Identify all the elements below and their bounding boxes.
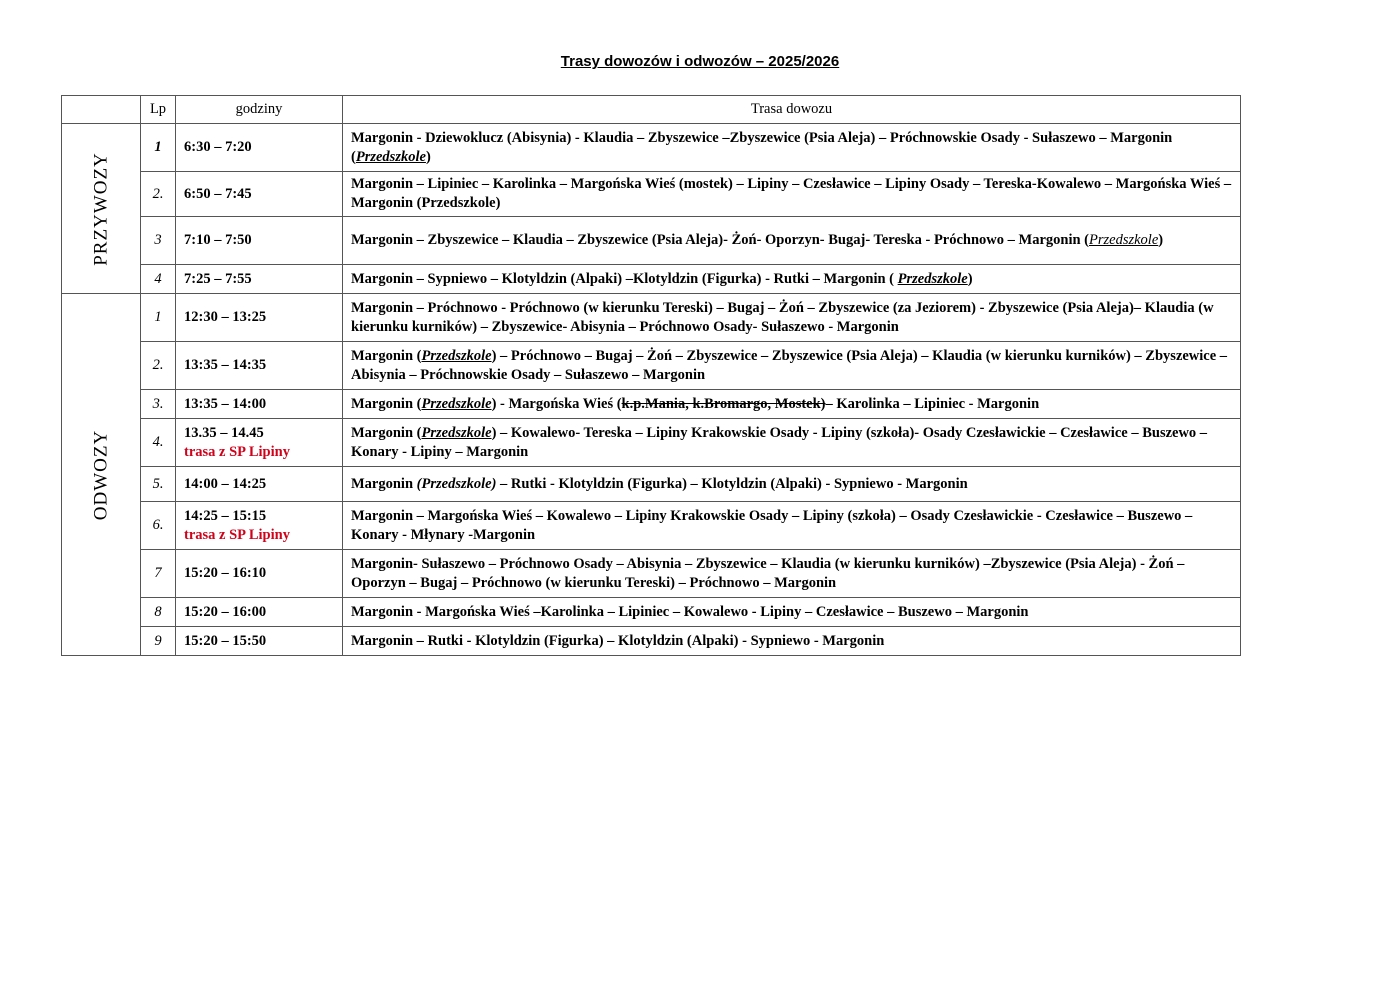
table-row xyxy=(62,627,1241,656)
header-hours: godziny xyxy=(176,96,343,124)
table-row xyxy=(62,124,1241,172)
table-row xyxy=(62,467,1241,502)
row-lp: 9 xyxy=(141,627,176,656)
table-row xyxy=(62,172,1241,217)
table-row xyxy=(62,390,1241,419)
row-lp: 3. xyxy=(141,390,176,419)
row-route: Margonin – Sypniewo – Klotyldzin (Alpaki) –Klotyldzin (Figurka) - Rutki – Margonin ( Przedszkole) xyxy=(343,265,1241,294)
header-empty-cell xyxy=(62,96,141,124)
route-note: trasa z SP Lipiny xyxy=(184,526,290,543)
row-route: Margonin (Przedszkole) – Kowalewo- Tereska – Lipiny Krakowskie Osady - Lipiny (szkoła)- Osady Czesławickie – Czesławice – Buszewo – Konary - Lipiny – Margonin xyxy=(343,419,1241,467)
row-time: 6:50 – 7:45 xyxy=(176,172,343,217)
row-time: 14:00 – 14:25 xyxy=(176,467,343,502)
route-note: trasa z SP Lipiny xyxy=(184,443,290,460)
row-time: 7:25 – 7:55 xyxy=(176,265,343,294)
row-route: Margonin - Margońska Wieś –Karolinka – Lipiniec – Kowalewo - Lipiny – Czesławice – Buszewo – Margonin xyxy=(343,598,1241,627)
struck-text: k.p.Mania, k.Bromargo, Mostek) xyxy=(621,395,826,412)
header-row xyxy=(62,96,1241,124)
row-time: 15:20 – 15:50 xyxy=(176,627,343,656)
table-row xyxy=(62,598,1241,627)
row-lp: 2. xyxy=(141,342,176,390)
group-przywozy xyxy=(62,124,141,294)
header-route: Trasa dowozu xyxy=(343,96,1241,124)
table-row xyxy=(62,550,1241,598)
row-time: 13:35 – 14:35 xyxy=(176,342,343,390)
row-time: 15:20 – 16:00 xyxy=(176,598,343,627)
table-row xyxy=(62,265,1241,294)
row-time: 14:25 – 15:15 trasa z SP Lipiny xyxy=(176,502,343,550)
row-lp: 5. xyxy=(141,467,176,502)
routes-table xyxy=(61,95,1241,656)
row-lp: 6. xyxy=(141,502,176,550)
row-time: 15:20 – 16:10 xyxy=(176,550,343,598)
row-time: 13.35 – 14.45 trasa z SP Lipiny xyxy=(176,419,343,467)
group-odwozy xyxy=(62,294,141,656)
row-route: Margonin (Przedszkole) – Rutki - Klotyldzin (Figurka) – Klotyldzin (Alpaki) - Sypniewo - Margonin xyxy=(343,467,1241,502)
row-route: Margonin – Lipiniec – Karolinka – Margońska Wieś (mostek) – Lipiny – Czesławice – Lipiny Osady – Tereska-Kowalewo – Margońska Wieś – Margonin (Przedszkole) xyxy=(343,172,1241,217)
row-lp: 4 xyxy=(141,265,176,294)
table-row xyxy=(62,502,1241,550)
row-route: Margonin (Przedszkole) - Margońska Wieś (k.p.Mania, k.Bromargo, Mostek)– Karolinka – Lipiniec - Margonin xyxy=(343,390,1241,419)
table-row xyxy=(62,217,1241,265)
row-lp: 7 xyxy=(141,550,176,598)
page-title: Trasy dowozów i odwozów – 2025/2026 xyxy=(560,53,840,70)
row-time: 13:35 – 14:00 xyxy=(176,390,343,419)
row-route: Margonin - Dziewoklucz (Abisynia) - Klaudia – Zbyszewice –Zbyszewice (Psia Aleja) – Próchnowskie Osady - Sułaszewo – Margonin (Przedszkole) xyxy=(343,124,1241,172)
group-label-przywozy: PRZYWOZY xyxy=(90,151,112,266)
row-lp: 1 xyxy=(141,124,176,172)
header-lp: Lp xyxy=(141,96,176,124)
table-row xyxy=(62,419,1241,467)
table-row xyxy=(62,294,1241,342)
row-lp: 1 xyxy=(141,294,176,342)
row-time: 6:30 – 7:20 xyxy=(176,124,343,172)
row-route: Margonin – Rutki - Klotyldzin (Figurka) – Klotyldzin (Alpaki) - Sypniewo - Margonin xyxy=(343,627,1241,656)
row-route: Margonin – Zbyszewice – Klaudia – Zbyszewice (Psia Aleja)- Żoń- Oporzyn- Bugaj- Tereska - Próchnowo – Margonin (Przedszkole) xyxy=(343,217,1241,265)
row-lp: 8 xyxy=(141,598,176,627)
row-route: Margonin – Próchnowo - Próchnowo (w kierunku Tereski) – Bugaj – Żoń – Zbyszewice (za Jeziorem) - Zbyszewice (Psia Aleja)– Klaudia (w kierunku kurników) – Zbyszewice- Abisynia – Próchnowo Osady- Sułaszewo - Margonin xyxy=(343,294,1241,342)
row-time: 7:10 – 7:50 xyxy=(176,217,343,265)
table-row xyxy=(62,342,1241,390)
row-lp: 4. xyxy=(141,419,176,467)
row-lp: 2. xyxy=(141,172,176,217)
row-lp: 3 xyxy=(141,217,176,265)
row-route: Margonin (Przedszkole) – Próchnowo – Bugaj – Żoń – Zbyszewice – Zbyszewice (Psia Aleja) – Klaudia (w kierunku kurników) – Zbyszewice – Abisynia – Próchnowskie Osady – Sułaszewo – Margonin xyxy=(343,342,1241,390)
row-route: Margonin- Sułaszewo – Próchnowo Osady – Abisynia – Zbyszewice – Klaudia (w kierunku kurników) –Zbyszewice (Psia Aleja) - Żoń – Oporzyn – Bugaj – Próchnowo (w kierunku Tereski) – Próchnowo – Margonin xyxy=(343,550,1241,598)
row-time: 12:30 – 13:25 xyxy=(176,294,343,342)
row-route: Margonin – Margońska Wieś – Kowalewo – Lipiny Krakowskie Osady – Lipiny (szkoła) – Osady Czesławickie - Czesławice – Buszewo – Konary - Młynary -Margonin xyxy=(343,502,1241,550)
group-label-odwozy: ODWOZY xyxy=(90,429,112,520)
